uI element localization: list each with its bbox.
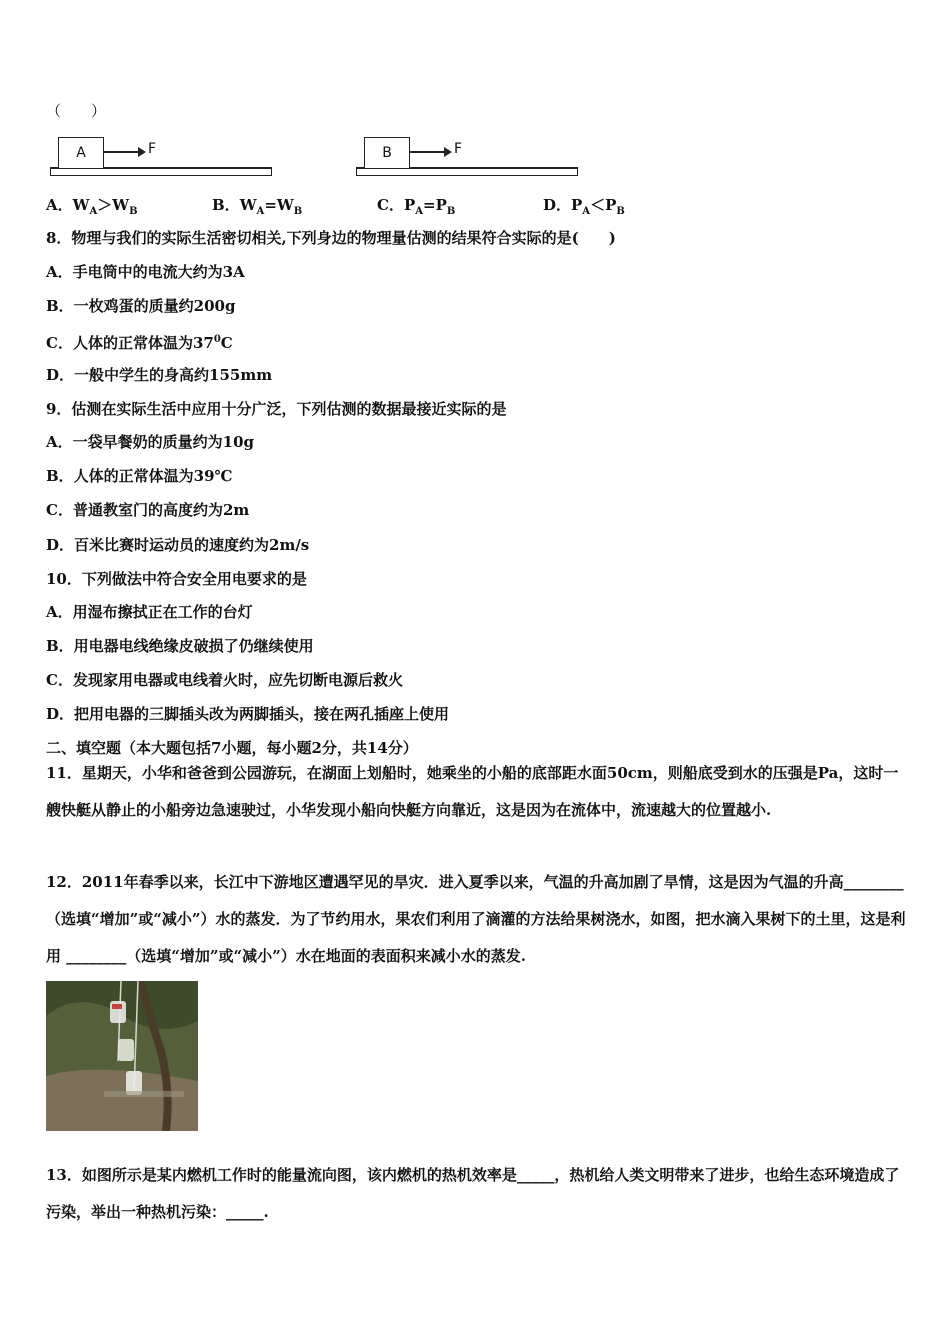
option-text: C．人体的正常体温为37 <box>46 334 214 352</box>
q9-option-c: C．普通教室门的高度约为2m <box>46 501 250 519</box>
q10-stem: 10．下列做法中符合安全用电要求的是 <box>46 570 307 588</box>
diagram-block-a <box>50 133 276 179</box>
q7-option-c <box>377 194 455 217</box>
option-lhs-sub: A <box>415 206 423 217</box>
option-rhs: W <box>112 196 130 214</box>
option-lhs-sub: A <box>256 206 265 217</box>
option-relation: = <box>423 196 436 214</box>
q10-option-a: A．用湿布擦拭正在工作的台灯 <box>46 603 253 621</box>
option-relation: = <box>264 196 277 214</box>
q7-option-d <box>543 194 625 217</box>
option-rhs-sub: B <box>446 206 456 217</box>
q9-option-b: B．人体的正常体温为39℃ <box>46 467 233 485</box>
option-letter: B． <box>212 196 240 214</box>
q9-option-a: A．一袋早餐奶的质量约为10g <box>46 433 255 451</box>
option-relation: ＞ <box>97 196 113 214</box>
option-rhs-sub: B <box>293 206 303 217</box>
q8-stem: 8．物理与我们的实际生活密切相关,下列身边的物理量估测的结果符合实际的是( ) <box>46 229 616 247</box>
option-rhs-sub: B <box>616 206 625 217</box>
q7-answer-paren: （ ） <box>46 102 107 120</box>
force-label: F <box>454 141 463 157</box>
q8-option-a: A．手电筒中的电流大约为3A <box>46 263 245 281</box>
option-rhs: P <box>435 196 447 214</box>
q7-option-a <box>46 194 138 217</box>
q7-option-b <box>212 194 302 217</box>
photo-illustration <box>46 981 198 1131</box>
option-unit: C <box>220 334 233 352</box>
option-rhs-sub: B <box>129 206 138 217</box>
section-heading: 二、填空题（本大题包括7小题，每小题2分，共14分） <box>46 739 418 757</box>
option-lhs-sub: A <box>89 206 98 217</box>
q9-option-d: D．百米比赛时运动员的速度约为2m/s <box>46 536 310 554</box>
q13-text: 13．如图所示是某内燃机工作时的能量流向图，该内燃机的热机效率是_____，热机给人类文明带来了进步，也给生态环境造成了污染，举出一种热机污染：_____. <box>46 1166 900 1221</box>
block-b: B <box>364 137 410 169</box>
option-rhs: P <box>605 196 617 214</box>
option-relation: ＜ <box>590 196 606 214</box>
option-lhs: P <box>571 196 583 214</box>
degree-superscript: 0 <box>213 334 221 345</box>
q10-option-d: D．把用电器的三脚插头改为两脚插头，接在两孔插座上使用 <box>46 705 450 723</box>
q8-option-d: D．一般中学生的身高约155mm <box>46 366 273 384</box>
option-letter: D． <box>543 196 572 214</box>
arrowhead-icon <box>444 147 452 157</box>
drip-irrigation-photo <box>46 981 198 1131</box>
q10-option-b: B．用电器电线绝缘皮破损了仍继续使用 <box>46 637 314 655</box>
option-letter: C． <box>377 196 404 214</box>
force-label: F <box>148 141 157 157</box>
arrowhead-icon <box>138 147 146 157</box>
option-rhs: W <box>276 196 294 214</box>
force-arrow <box>410 151 446 153</box>
option-lhs: W <box>72 196 90 214</box>
diagram-block-b <box>356 133 582 179</box>
force-arrow <box>104 151 140 153</box>
q11-text: 11．星期天，小华和爸爸到公园游玩，在湖面上划船时，她乘坐的小船的底部距水面50cm，则船底受到水的压强是Pa，这时一艘快艇从静止的小船旁边急速驶过，小华发现小船向快艇方向靠近，这是因为在流体中，流速越大的位置越小. <box>46 764 899 819</box>
option-letter: A． <box>46 196 73 214</box>
q8-option-c <box>46 330 233 353</box>
option-lhs-sub: A <box>582 206 591 217</box>
option-lhs: P <box>403 196 416 214</box>
q10-option-c: C．发现家用电器或电线着火时，应先切断电源后救火 <box>46 671 403 689</box>
q9-stem: 9．估测在实际生活中应用十分广泛，下列估测的数据最接近实际的是 <box>46 400 507 418</box>
option-lhs: W <box>239 196 257 214</box>
q8-option-b: B．一枚鸡蛋的质量约200g <box>46 297 236 315</box>
q12-text: 12．2011年春季以来，长江中下游地区遭遇罕见的旱灾．进入夏季以来，气温的升高加剧了旱情，这是因为气温的升高________（选填“增加”或“减小”）水的蒸发．为了节约用水，果农们利用了滴灌的方法给果树浇水，如图，把水滴入果树下的土里，这是利用 ________（选填“增加”或“减小”）水在地面的表面积来减小水的蒸发. <box>46 873 906 965</box>
block-a: A <box>58 137 104 169</box>
